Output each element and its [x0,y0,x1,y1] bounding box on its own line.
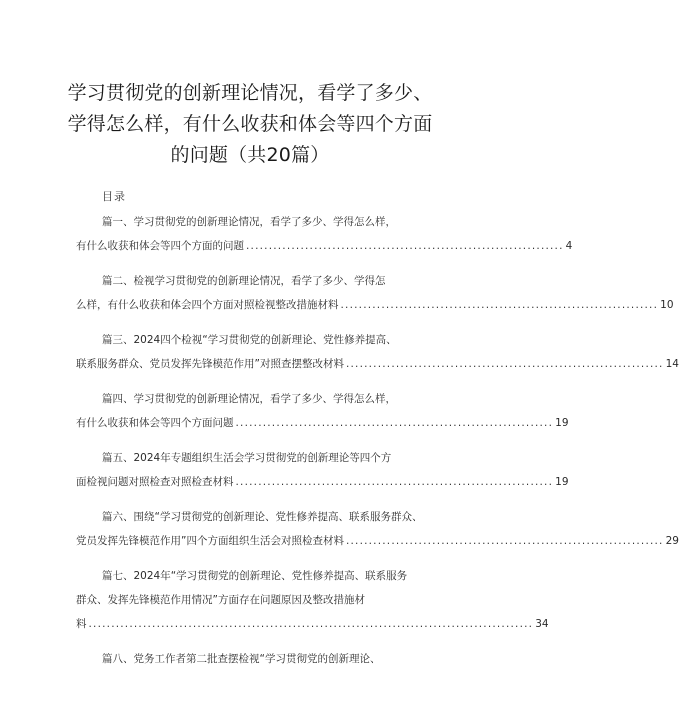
toc-entry-title: 篇六、围绕“学习贯彻党的创新理论、党性修养提高、联系服务群众、 [102,511,423,523]
toc-entry-5[interactable] [76,446,569,494]
toc-page-number: 14 [665,358,679,370]
toc-page-number: 10 [660,299,674,311]
toc-entry-leader-line [76,293,674,317]
toc-entry-title: 篇二、检视学习贯彻党的创新理论情况，看学了多少、学得怎 [102,275,386,287]
toc-entry-leader-line [76,234,573,258]
toc-entry-title: 篇八、党务工作者第二批查摆检视“学习贯彻党的创新理论、 [102,653,381,665]
dot-leader: ...................................................................... [345,535,664,547]
title-line-1: 学习贯彻党的创新理论情况，看学了多少、 [67,82,433,104]
title-line-2: 学得怎么样，有什么收获和体会等四个方面 [67,113,433,135]
toc-entry-title-cont: 群众、发挥先锋模范作用情况”方面存在问题原因及整改措施材 [76,594,365,606]
toc-entry-title-cont: 么样，有什么收获和体会四个方面对照检视整改措施材料 [76,299,339,311]
document-title [40,78,460,171]
toc-entry-8[interactable] [76,647,426,671]
dot-leader: ...................................................................... [235,476,554,488]
toc-entry-2[interactable] [76,269,674,317]
dot-leader: ...................................................................... [340,299,659,311]
toc-entry-title: 篇三、2024四个检视“学习贯彻党的创新理论、党性修养提高、 [102,334,397,346]
toc-entry-leader-line [76,411,569,435]
toc-entry-1[interactable] [76,210,573,258]
toc-entry-title: 篇四、学习贯彻党的创新理论情况，看学了多少、学得怎么样， [102,393,396,405]
dot-leader: ...................................................................... [235,417,554,429]
toc-page-number: 19 [555,417,569,429]
toc-entry-title-cont: 有什么收获和体会等四个方面的问题 [76,240,244,252]
title-line-3: 的问题（共20篇） [170,144,330,166]
toc-entry-title: 篇五、2024年专题组织生活会学习贯彻党的创新理论等四个方 [102,452,392,464]
toc-entry-leader-line [76,529,679,553]
toc-entry-3[interactable] [76,328,679,376]
toc-entry-7[interactable] [76,564,549,636]
toc-entry-title-cont: 联系服务群众、党员发挥先锋模范作用”对照查摆整改材料 [76,358,344,370]
table-of-contents [76,210,679,682]
toc-entry-title-cont: 面检视问题对照检查对照检查材料 [76,476,234,488]
toc-entry-title: 篇七、2024年“学习贯彻党的创新理论、党性修养提高、联系服务 [102,570,408,582]
toc-page-number: 4 [565,240,573,252]
toc-entry-4[interactable] [76,387,569,435]
dot-leader: ...................................................................... [246,240,564,252]
dot-leader: ...................................................................... [345,358,664,370]
toc-entry-leader-line [76,612,549,636]
toc-page-number: 19 [555,476,569,488]
toc-heading: 目录 [102,190,126,203]
toc-entry-leader-line [76,352,679,376]
toc-entry-leader-line [76,470,569,494]
toc-page-number: 34 [535,618,549,630]
toc-page-number: 29 [665,535,679,547]
toc-entry-title: 篇一、学习贯彻党的创新理论情况，看学了多少、学得怎么样， [102,216,396,228]
toc-entry-title-cont: 有什么收获和体会等四个方面问题 [76,417,234,429]
dot-leader: .................................................................................................. [88,618,534,630]
toc-entry-title-cont: 党员发挥先锋模范作用”四个方面组织生活会对照检查材料 [76,535,344,547]
toc-entry-title-cont: 料 [76,618,87,630]
toc-entry-6[interactable] [76,505,679,553]
